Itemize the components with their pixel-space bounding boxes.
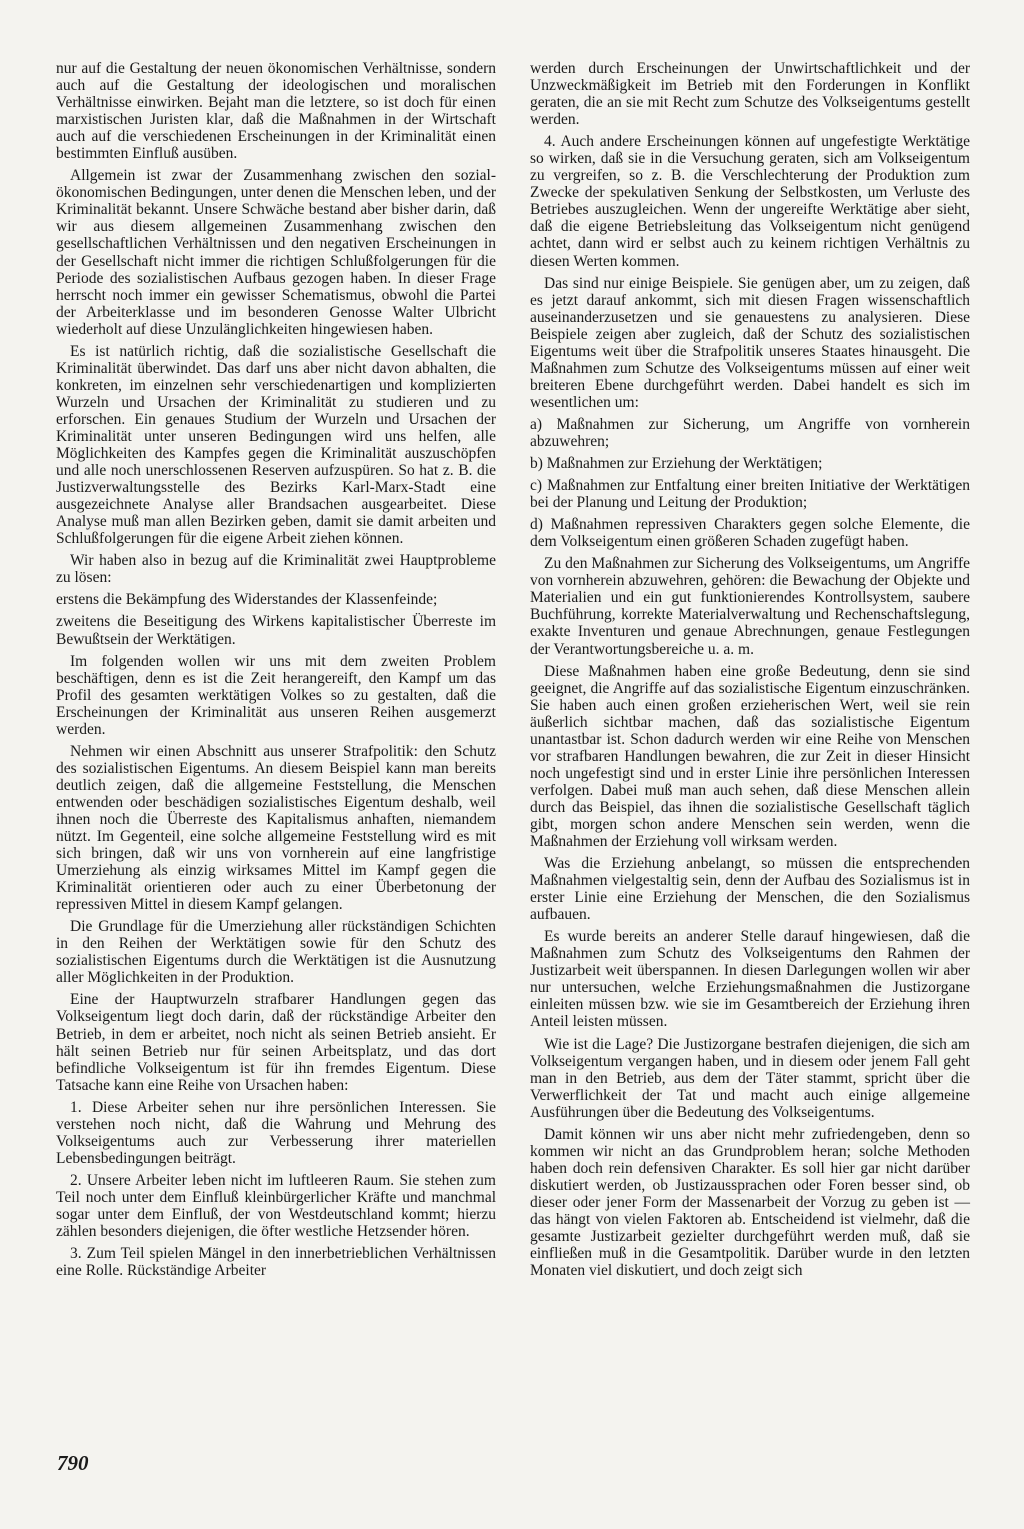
paragraph: nur auf die Gestaltung der neuen ökonomischen Verhältnisse, sondern auch auf die Gestaltung der ideologischen und moralischen Verhältnisse einwirken. Bejaht man die letztere, so ist doch für einen marxistischen Juristen klar, daß die Maßnahmen in der Wirtschaft auch auf die verschiedenen Erscheinungen in der Kriminalität einen bestimmten Einfluß ausüben.: [56, 60, 496, 163]
paragraph: 1. Diese Arbeiter sehen nur ihre persönlichen Interessen. Sie verstehen noch nicht, daß die Wahrung und Mehrung des Volkseigentums auch zur Verbesserung ihrer materiellen Lebensbedingungen beiträgt.: [56, 1098, 496, 1167]
paragraph: 3. Zum Teil spielen Mängel in den innerbetrieblichen Verhältnissen eine Rolle. Rückständige Arbeiter: [56, 1245, 496, 1280]
paragraph: Das sind nur einige Beispiele. Sie genügen aber, um zu zeigen, daß es jetzt darauf ankommt, sich mit diesen Fragen wissenschaftlich auseinanderzusetzen und sie genauestens zu analysieren. Diese Beispiele zeigen aber zugleich, daß der Schutz des sozialistischen Eigentums weit über die Strafpolitik unseres Staates hinausgeht. Die Maßnahmen zum Schutze des Volkseigentums müssen auf einer weit breiteren Ebene durchgeführt werden. Dabei handelt es sich im wesentlichen um:: [530, 274, 970, 411]
paragraph: 2. Unsere Arbeiter leben nicht im luftleeren Raum. Sie stehen zum Teil noch unter dem Einfluß kleinbürgerlicher Kräfte und manchmal sogar unter dem Einfluß, der von Westdeutschland kommt; hierzu zählen besonders diejenigen, die öfter westliche Hetzsender hören.: [56, 1171, 496, 1241]
paragraph: 4. Auch andere Erscheinungen können auf ungefestigte Werktätige so wirken, daß sie in die Versuchung geraten, sich am Volkseigentum zu vergreifen, so z. B. die Verschlechterung der Produktion zum Zwecke der spekulativen Senkung der Selbstkosten, um Verluste des Betriebes auszugleichen. Wenn der ungereifte Werktätige aber sieht, daß die eigene Betriebsleitung das Volkseigentum nicht genügend achtet, dann wird er selbst auch zu keinem richtigen Verhältnis zu diesen Werten kommen.: [530, 133, 970, 270]
list-item: c) Maßnahmen zur Entfaltung einer breiten Initiative der Werktätigen bei der Planung und Leitung der Produktion;: [530, 477, 970, 512]
paragraph: Was die Erziehung anbelangt, so müssen die entsprechenden Maßnahmen vielgestaltig sein, denn der Aufbau des Sozialismus ist in erster Linie eine Erziehung der Menschen, die den Sozialismus aufbauen.: [530, 855, 970, 924]
list-item: d) Maßnahmen repressiven Charakters gegen solche Elemente, die dem Volkseigentum einen größeren Schaden zugefügt haben.: [530, 516, 970, 551]
list-item: erstens die Bekämpfung des Widerstandes der Klassenfeinde;: [56, 591, 438, 609]
paragraph: Die Grundlage für die Umerziehung aller rückständigen Schichten in den Reihen der Werktätigen sowie für den Schutz des sozialistischen Eigentums durch die Werktätigen ist die Ausnutzung aller Möglichkeiten in der Produktion.: [56, 918, 496, 987]
paragraph: werden durch Erscheinungen der Unwirtschaftlichkeit und der Unzweckmäßigkeit im Betrieb mit den Forderungen in Konflikt geraten, die an sie mit Recht zum Schutze des Volkseigentums gestellt werden.: [530, 60, 970, 129]
right-column: [530, 60, 970, 1284]
list-item: a) Maßnahmen zur Sicherung, um Angriffe von vornherein abzuwehren;: [530, 415, 970, 450]
paragraph: Diese Maßnahmen haben eine große Bedeutung, denn sie sind geeignet, die Angriffe auf das sozialistische Eigentum einzuschränken. Sie haben auch einen großen erzieherischen Wert, weil sie rein äußerlich sichtbar machen, daß das sozialistische Eigentum unantastbar ist. Schon dadurch werden wir eine Reihe von Menschen vor strafbaren Handlungen bewahren, die zur Zeit in dieser Hinsicht noch ungefestigt sind und in erster Linie ihre persönlichen Interessen verfolgen. Dabei muß man auch sehen, daß diese Menschen allein durch das Beispiel, das ihnen die sozialistische Gesellschaft täglich gibt, morgen schon andere Menschen sein werden, wenn die Maßnahmen der Erziehung voll wirksam werden.: [530, 662, 970, 851]
paragraph: Damit können wir uns aber nicht mehr zufriedengeben, denn so kommen wir nicht an das Grundproblem heran; solche Methoden haben doch rein defensiven Charakter. Es soll hier gar nicht darüber diskutiert werden, ob Justizaussprachen oder Foren besser sind, ob dieser oder jener Form der Massenarbeit der Vorzug zu geben ist — das hängt von vielen Faktoren ab. Entscheidend ist vielmehr, daß die gesamte Justizarbeit gezielter durchgeführt werden muß, daß sie einfließen muß in die Gesamtpolitik. Darüber wurde in den letzten Monaten viel diskutiert, und doch zeigt sich: [530, 1125, 970, 1280]
paragraph: Es ist natürlich richtig, daß die sozialistische Gesellschaft die Kriminalität überwindet. Das darf uns aber nicht davon abhalten, die konkreten, im einzelnen sehr verschiedenartigen und komplizierten Wurzeln und Ursachen der Kriminalität zu studieren und zu erforschen. Ein genaues Studium der Wurzeln und Ursachen der Kriminalität unter unseren Bedingungen wird uns helfen, alle Möglichkeiten des Kampfes gegen die Kriminalität auszuschöpfen und alle noch unerschlossenen Reserven aufzuspüren. So hat z. B. die Justizverwaltungsstelle des Bezirks Karl-Marx-Stadt eine ausgezeichnete Analyse aller Brandsachen ausgearbeitet. Diese Analyse muß man allen Bezirken geben, damit sie damit arbeiten und Schlußfolgerungen für die eigene Arbeit ziehen können.: [56, 342, 496, 548]
paragraph: Es wurde bereits an anderer Stelle darauf hingewiesen, daß die Maßnahmen zum Schutz des Volkseigentums den Rahmen der Justizarbeit weit überspannen. In diesen Darlegungen wollen wir aber nur untersuchen, welche Erziehungsmaßnahmen die Justizorgane einleiten müssen bzw. wie sie im Gesamtbereich der Erziehung ihren Anteil leisten müssen.: [530, 928, 970, 1031]
paragraph: Wir haben also in bezug auf die Kriminalität zwei Hauptprobleme zu lösen:: [56, 552, 496, 587]
paragraph: Zu den Maßnahmen zur Sicherung des Volkseigentums, um Angriffe von vornherein abzuwehren, gehören: die Bewachung der Objekte und Materialien und ein gut funktionierendes Kontrollsystem, saubere Buchführung, korrekte Materialverwaltung und Rechenschaftslegung, exakte Inventuren und genaue Abrechnungen, genaue Festlegungen der Verantwortungsbereiche u. a. m.: [530, 555, 970, 658]
paragraph: Wie ist die Lage? Die Justizorgane bestrafen diejenigen, die sich am Volkseigentum vergangen haben, und in diesem oder jenem Fall geht man in den Betrieb, aus dem der Täter stammt, spricht über die Verwerflichkeit der Tat und macht auch einige allgemeine Ausführungen über die Bedeutung des Volkseigentums.: [530, 1035, 970, 1121]
left-column: [56, 60, 496, 1284]
paragraph: Nehmen wir einen Abschnitt aus unserer Strafpolitik: den Schutz des sozialistischen Eigentums. An diesem Beispiel kann man bereits deutlich zeigen, daß die allgemeine Feststellung, die Menschen entwenden oder beschädigen sozialistisches Eigentum deshalb, weil ihnen noch die Überreste des Kapitalismus anhaften, niemandem nützt. Im Gegenteil, eine solche allgemeine Feststellung wird es mit sich bringen, daß wir uns von vornherein auf eine langfristige Umerziehung als einzig wirksames Mittel im Kampf gegen die Kriminalität orientieren oder auch zu einer Überbetonung der repressiven Mittel in diesem Kampf gelangen.: [56, 742, 496, 914]
paragraph: Eine der Hauptwurzeln strafbarer Handlungen gegen das Volkseigentum liegt doch darin, daß der rückständige Arbeiter den Betrieb, in dem er arbeitet, noch nicht als seinen Betrieb ansieht. Er hält seinen Betrieb nur für seinen Arbeitsplatz, und das dort befindliche Volkseigentum ist für ihn fremdes Eigentum. Diese Tatsache kann eine Reihe von Ursachen haben:: [56, 991, 496, 1094]
page-number: 790: [57, 1451, 89, 1475]
paragraph: Im folgenden wollen wir uns mit dem zweiten Problem beschäftigen, denn es ist die Zeit herangereift, den Kampf um das Profil des gesamten werktätigen Volkes so zu gestalten, daß die Erscheinungen der Kriminalität aus unseren Reihen ausgemerzt werden.: [56, 652, 496, 738]
list-item: b) Maßnahmen zur Erziehung der Werktätigen;: [530, 455, 823, 473]
paragraph: Allgemein ist zwar der Zusammenhang zwischen den sozial-ökonomischen Bedingungen, unter denen die Menschen leben, und der Kriminalität bekannt. Unsere Schwäche bestand aber bisher darin, daß wir aus diesem allgemeinen Zusammenhang zwischen den gesellschaftlichen Verhältnissen und den negativen Erscheinungen in der Gesellschaft nicht immer die richtigen Schlußfolgerungen für die Periode des sozialistischen Aufbaus gezogen haben. In dieser Frage herrscht noch immer ein gewisser Schematismus, obwohl die Partei der Arbeiterklasse und im besonderen Genosse Walter Ulbricht wiederholt auf diese Unzulänglichkeiten hingewiesen haben.: [56, 167, 496, 338]
list-item: zweitens die Beseitigung des Wirkens kapitalistischer Überreste im Bewußtsein der Werktätigen.: [56, 613, 496, 648]
